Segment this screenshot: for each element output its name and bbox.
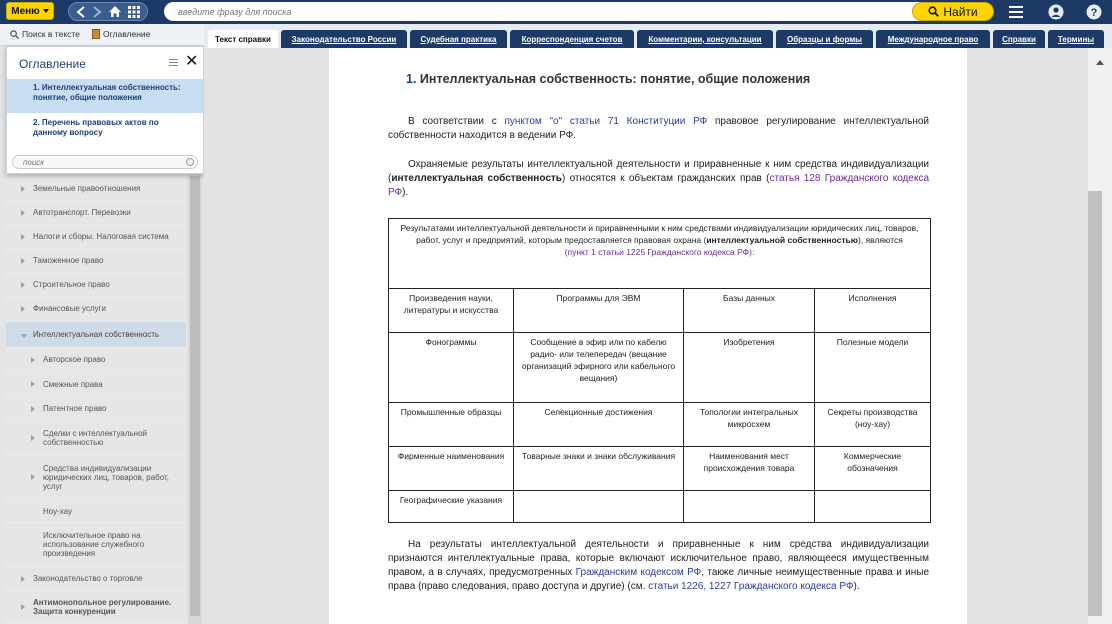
table-cell: Секреты производства (ноу-хау) — [815, 403, 931, 447]
magnifier-icon — [10, 30, 19, 39]
table-cell: Исполнения — [815, 289, 931, 333]
toc-item[interactable]: 1. Интеллектуальная собственность: понятие, общие положения — [7, 79, 203, 113]
paragraph-2 — [388, 158, 929, 200]
sidebar-item-label: Земельные правоотношения — [33, 184, 141, 193]
scrollbar-thumb[interactable] — [190, 176, 200, 616]
sidebar-item[interactable] — [6, 297, 186, 321]
sidebar-item-label: Законодательство о торговле — [33, 574, 143, 583]
table-of-contents-panel — [6, 46, 204, 174]
text: ), являются — [858, 235, 903, 245]
table-cell: Коммерческие обозначения — [815, 447, 931, 491]
link-constitution-art71[interactable]: пунктом "о" статьи 71 Конституции РФ — [504, 116, 708, 127]
table-header-cell — [389, 219, 931, 289]
table-cell: Сообщение в эфир или по кабелю радио- или телепередач (вещание организаций эфирного или кабельного вещания) — [514, 333, 684, 403]
top-bar — [0, 0, 1112, 24]
scrollbar-thumb[interactable] — [1088, 191, 1102, 616]
expand-arrow-icon — [31, 474, 35, 480]
table-cell: Фонограммы — [389, 333, 514, 403]
table-cell: Географические указания — [389, 491, 514, 523]
tab-international-law[interactable]: Международное право — [876, 30, 990, 48]
toc-search-input[interactable] — [13, 156, 173, 168]
table-row — [389, 333, 931, 403]
sidebar-item[interactable] — [6, 249, 186, 273]
sidebar-item-label: Сделки с интеллектуальной собственностью — [43, 428, 148, 447]
table-cell: Промышленные образцы — [389, 403, 514, 447]
sidebar-item-label: Интеллектуальная собственность — [33, 330, 160, 339]
expand-arrow-icon — [21, 282, 25, 288]
ip-objects-table — [388, 218, 931, 523]
toc-title: Оглавление — [19, 57, 86, 71]
table-cell — [684, 491, 815, 523]
sidebar-item-label: Патентное право — [43, 404, 107, 413]
search-bar — [164, 2, 990, 21]
expand-arrow-icon — [21, 306, 25, 312]
table-cell: Полезные модели — [815, 333, 931, 403]
svg-text:?: ? — [1090, 7, 1098, 19]
expand-arrow-icon — [21, 604, 25, 610]
text: ). — [853, 581, 860, 592]
text: В соответствии с — [408, 116, 505, 127]
bold-term: интеллектуальной собственностью — [706, 235, 858, 245]
table-row — [389, 289, 931, 333]
sidebar-subitem[interactable] — [6, 455, 186, 500]
tab-contents-label: Оглавление — [103, 29, 151, 39]
document-page — [329, 48, 967, 624]
text: Результатами интеллектуальной деятельности и приравненными к ним средствами индивидуализации юридических лиц, товаров, работ, услуг и предприятий, которым предоставляется правовая охрана ( — [400, 223, 919, 245]
hamburger-menu-icon[interactable] — [1007, 3, 1025, 21]
sidebar-item-label: Таможенное право — [33, 256, 104, 265]
expand-arrow-icon — [31, 357, 35, 363]
table-cell: Селекционные достижения — [514, 403, 684, 447]
paragraph-3 — [388, 538, 929, 594]
tab-contents[interactable] — [92, 29, 150, 39]
sidebar-item[interactable] — [6, 225, 186, 249]
link-civil-code[interactable]: Гражданским кодексом РФ — [575, 567, 702, 578]
sidebar-item-label: Авторское право — [43, 355, 106, 364]
expand-arrow-icon — [21, 186, 25, 192]
table-cell: Топологии интегральных микросхем — [684, 403, 815, 447]
text: ). — [402, 187, 409, 198]
user-icon[interactable] — [1047, 3, 1065, 21]
table-cell: Изобретения — [684, 333, 815, 403]
table-row — [389, 447, 931, 491]
table-cell: Программы для ЭВМ — [514, 289, 684, 333]
sidebar-item[interactable] — [6, 273, 186, 297]
sidebar-item[interactable] — [6, 567, 186, 591]
clear-icon[interactable] — [186, 158, 194, 166]
sidebar-subitem[interactable] — [6, 523, 186, 567]
sidebar-subitem[interactable] — [6, 500, 186, 523]
expand-arrow-icon — [31, 435, 35, 441]
collapse-arrow-icon — [21, 334, 27, 338]
sidebar-subitem[interactable] — [6, 397, 186, 421]
sidebar-item[interactable] — [6, 177, 186, 201]
expand-arrow-icon — [31, 381, 35, 387]
link-civil-code-art1225[interactable]: (пункт 1 статьи 1225 Гражданского кодекса РФ): — [564, 247, 755, 257]
tab-russian-legislation[interactable]: Законодательство России — [281, 30, 407, 48]
heading-text: Интеллектуальная собственность: понятие, общие положения — [419, 72, 811, 86]
expand-arrow-icon — [21, 258, 25, 264]
text: На результаты интеллектуальной деятельности и приравненные к ним средства индивидуализации признаются интеллектуальные права, которые включают исключительное право, являющееся имущественным правом, а в случаях, предусмотренных — [388, 539, 929, 578]
heading-number: 1. — [406, 72, 417, 86]
document-scrollbar[interactable] — [1088, 48, 1112, 624]
table-cell: Базы данных — [684, 289, 815, 333]
expand-arrow-icon — [31, 406, 35, 412]
link-civil-code-art128[interactable]: статья 128 Гражданского кодекса РФ — [388, 173, 930, 198]
table-cell: Товарные знаки и знаки обслуживания — [514, 447, 684, 491]
sidebar-item-label: Строительное право — [33, 280, 110, 289]
home-icon[interactable] — [108, 5, 122, 18]
scroll-up-arrow-icon[interactable] — [1096, 60, 1104, 65]
sidebar-item-label: Антимонопольное регулирование. Защита конкуренции — [33, 598, 172, 616]
tab-samples-forms[interactable]: Образцы и формы — [776, 30, 873, 48]
close-icon[interactable]: ✕ — [185, 53, 199, 70]
document-heading — [406, 72, 810, 86]
sidebar-item-label: Ноу-хау — [43, 506, 73, 516]
sidebar-item-intellectual-property[interactable] — [6, 322, 186, 348]
document-tabs — [204, 24, 1112, 48]
sidebar-item-label: Финансовые услуги — [33, 304, 107, 313]
sidebar-item-label: Налоги и сборы. Налоговая система — [33, 232, 169, 241]
tab-commentaries[interactable]: Комментарии, консультации — [637, 30, 773, 48]
bold-term: интеллектуальная собственность — [391, 173, 562, 184]
sidebar-subitem[interactable] — [6, 348, 186, 372]
table-row — [389, 403, 931, 447]
sidebar-item[interactable] — [6, 591, 186, 624]
table-cell — [514, 491, 684, 523]
tab-reference-text[interactable]: Текст справки — [208, 30, 278, 48]
table-cell: Наименования мест происхождения товара — [684, 447, 815, 491]
menu-button[interactable] — [6, 2, 54, 20]
forward-arrow-icon[interactable] — [92, 6, 102, 18]
document-area — [204, 48, 1088, 624]
sidebar-item-label: Исключительное право на использование служебного произведения — [43, 531, 145, 558]
sidebar-item-label: Смежные права — [43, 379, 103, 389]
help-icon[interactable] — [1085, 3, 1103, 21]
book-icon — [92, 29, 100, 39]
table-cell — [815, 491, 931, 523]
list-options-icon[interactable] — [169, 59, 178, 68]
text: ) относятся к объектам гражданских прав ( — [561, 173, 770, 184]
sidebar-item-label: Автотранспорт. Перевозки — [33, 208, 131, 217]
text: , также личные неимущественные права и иные права (право следования, право доступа и другие) (см. — [388, 567, 930, 592]
toc-search-field — [12, 155, 198, 169]
expand-arrow-icon — [21, 234, 25, 240]
apps-grid-icon[interactable] — [128, 6, 140, 18]
text: правовое регулирование интеллектуальной собственности находится в ведении РФ. — [388, 116, 929, 141]
link-civil-code-art1226-1227[interactable]: статьи 1226, 1227 Гражданского кодекса РФ — [648, 581, 854, 592]
table-cell: Фирменные наименования — [389, 447, 514, 491]
sidebar-item-label: Средства индивидуализации юридических лиц, товаров, работ, услуг — [43, 463, 170, 491]
expand-arrow-icon — [21, 210, 25, 216]
find-button[interactable] — [912, 2, 994, 21]
expand-arrow-icon — [21, 576, 25, 582]
toc-item[interactable]: 2. Перечень правовых актов по данному вопросу — [33, 118, 159, 137]
text: Охраняемые результаты интеллектуальной деятельности и приравненные к ним средства индивидуализации ( — [388, 159, 929, 184]
search-input[interactable] — [164, 2, 864, 21]
paragraph-1 — [388, 115, 929, 143]
sidebar-item[interactable] — [6, 201, 186, 225]
sidebar-subitem[interactable] — [6, 421, 186, 455]
table-row — [389, 491, 931, 523]
tab-references[interactable]: Справки — [993, 30, 1045, 48]
menu-label: Меню — [11, 5, 40, 17]
tab-court-practice[interactable]: Судебная практика — [410, 30, 507, 48]
search-icon — [928, 6, 939, 17]
find-label: Найти — [943, 4, 978, 19]
nav-button-group — [68, 2, 148, 21]
chevron-down-icon — [43, 9, 49, 13]
tab-account-correspondence[interactable]: Корреспонденция счетов — [510, 30, 634, 48]
table-cell: Произведения науки, литературы и искусства — [389, 289, 514, 333]
tab-search-in-text[interactable] — [10, 29, 80, 39]
tab-search-in-text-label: Поиск в тексте — [22, 29, 80, 39]
back-arrow-icon[interactable] — [76, 6, 86, 18]
left-panel-tabs — [0, 24, 204, 46]
sidebar-subitem[interactable] — [6, 372, 186, 397]
tab-terms[interactable]: Термины — [1048, 30, 1104, 48]
table-header-row — [389, 219, 931, 289]
